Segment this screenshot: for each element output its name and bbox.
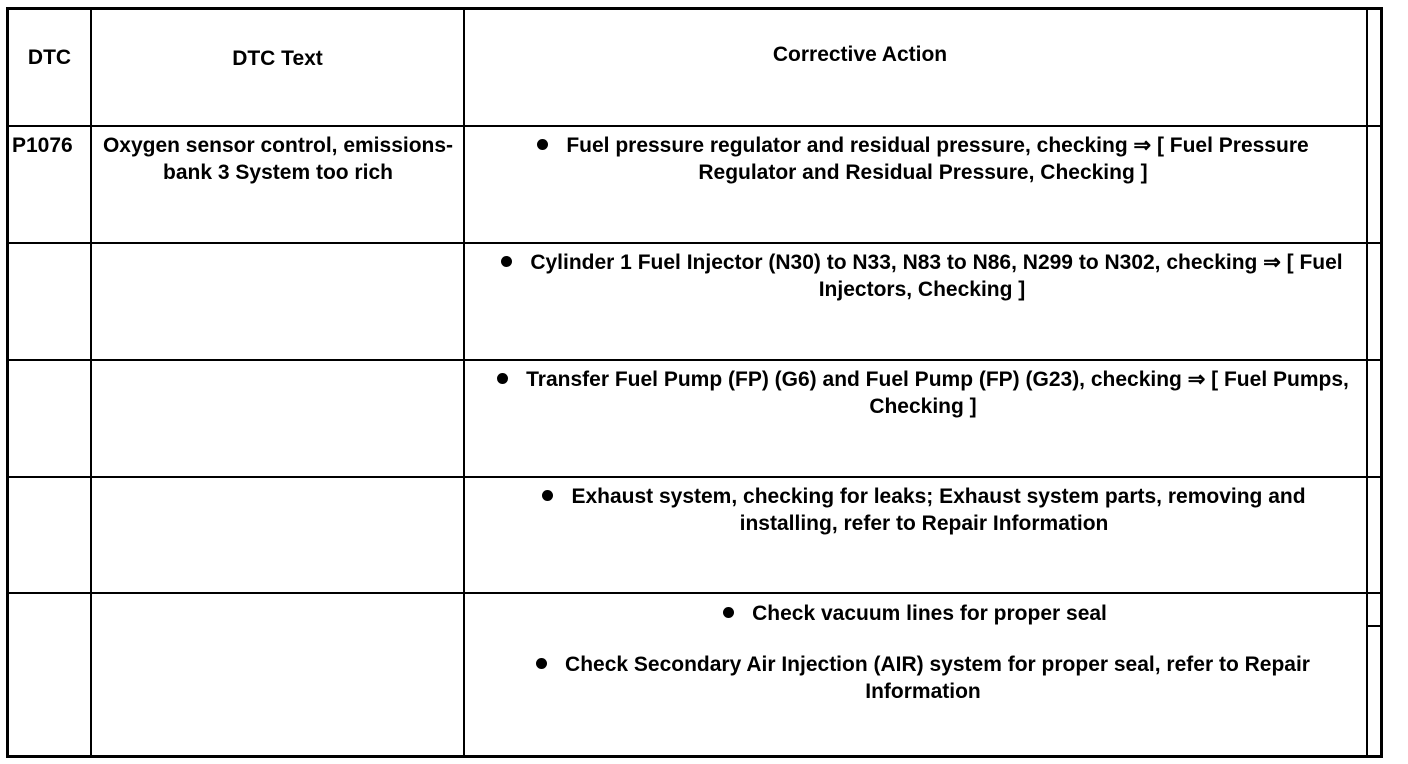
row-divider-3 [9,359,1380,361]
bullet-icon [536,658,547,669]
action-item [493,132,1353,186]
row-3-actions [493,366,1353,420]
action-text: Fuel pressure regulator and residual pressure, checking ⇒ [ Fuel Pressure Regulator and Residual Pressure, Checking ] [566,134,1309,184]
action-item [465,600,1365,627]
action-item [493,366,1353,420]
bullet-icon [723,607,734,618]
action-text: Cylinder 1 Fuel Injector (N30) to N33, N83 to N86, N299 to N302, checking ⇒ [ Fuel Injectors, Checking ] [530,251,1343,301]
dtc-description: Oxygen sensor control, emissions-bank 3 System too rich [102,134,454,184]
action-item [493,651,1353,705]
row-divider-5 [9,592,1380,594]
right-rail-divider [1366,625,1382,627]
row-1-dtc-text [97,132,459,186]
bullet-icon [497,373,508,384]
column-divider-1 [90,10,92,755]
action-text: Exhaust system, checking for leaks; Exhaust system parts, removing and installing, refer to Repair Information [571,485,1306,535]
column-divider-3 [1366,10,1368,755]
bullet-icon [542,490,553,501]
action-text: Transfer Fuel Pump (FP) (G6) and Fuel Pump (FP) (G23), checking ⇒ [ Fuel Pumps, Checking ] [526,368,1349,418]
action-text: Check Secondary Air Injection (AIR) system for proper seal, refer to Repair Information [565,653,1310,703]
row-2-actions [479,249,1365,303]
column-divider-2 [463,10,465,755]
row-4-actions [501,483,1347,537]
row-divider-1 [9,125,1380,127]
action-item [479,249,1365,303]
header-corrective-action [465,41,1255,68]
header-dtc-text [92,45,463,72]
header-dtc-text-label: DTC Text [232,47,323,70]
dtc-table [6,7,1383,758]
bullet-icon [537,139,548,150]
action-item [501,483,1347,537]
row-divider-2 [9,242,1380,244]
row-1-dtc [9,132,90,159]
row-5-action-2 [493,651,1353,705]
bullet-icon [501,256,512,267]
header-corrective-action-label: Corrective Action [772,43,948,66]
action-text: Check vacuum lines for proper seal [752,602,1107,625]
header-dtc [9,44,90,71]
header-dtc-label: DTC [27,46,72,69]
dtc-code: P1076 [12,134,73,157]
row-5-action-1 [465,600,1365,627]
row-1-actions [493,132,1353,186]
row-divider-4 [9,476,1380,478]
